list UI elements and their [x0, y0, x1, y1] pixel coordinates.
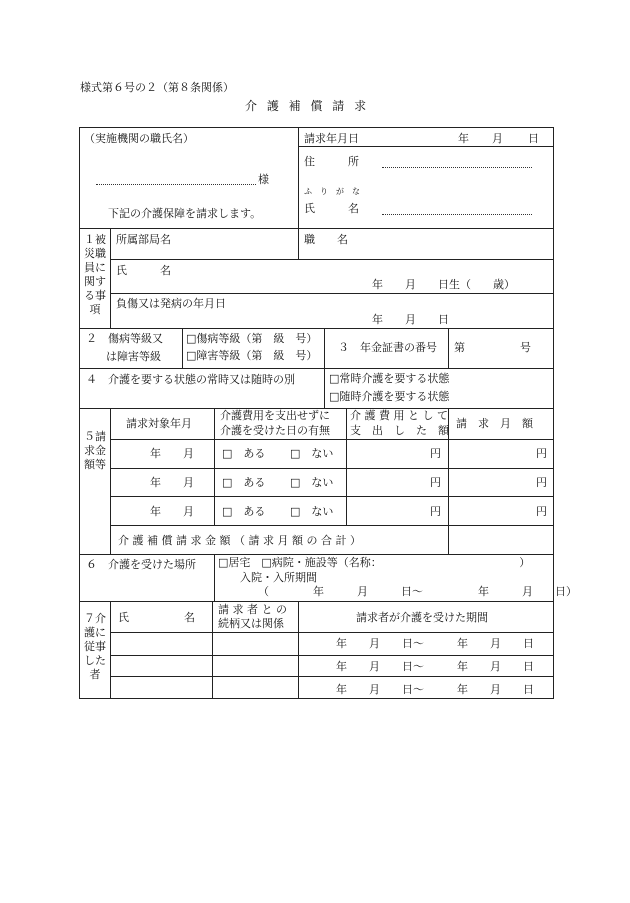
nai-checkbox[interactable]: □ ない: [290, 505, 334, 518]
dept-label: 所属部局名: [116, 233, 171, 246]
sama-label: 様: [258, 173, 269, 186]
sec5-label: ５請求金額等: [84, 430, 106, 471]
recipient-label: （実施機関の職氏名）: [84, 132, 194, 145]
nai-checkbox[interactable]: □ ない: [290, 447, 334, 460]
furigana-label: ふ り が な: [304, 187, 360, 196]
aru-checkbox[interactable]: □ ある: [222, 505, 266, 518]
relation-header-b: 続柄又は関係: [218, 617, 284, 630]
address-label: 住 所: [304, 155, 359, 168]
monthly-amount-yen[interactable]: 円: [536, 447, 547, 460]
form-number: 様式第６号の２（第８条関係）: [80, 81, 234, 94]
admission-period[interactable]: （ 年 月 日～ 年 月 日）: [258, 585, 577, 598]
table-row-ym[interactable]: 年 月: [150, 476, 194, 489]
sec1-label: １被災職員に関する事項: [84, 233, 106, 316]
paid-amount-yen[interactable]: 円: [430, 476, 441, 489]
paid-amount-header-a: 介 護 費 用 と し て: [350, 409, 448, 422]
admission-period-label: 入院・入所期間: [240, 571, 317, 584]
care-period[interactable]: 年 月 日～ 年 月 日: [336, 637, 534, 650]
sec7-label: ７介護に従事した者: [84, 612, 106, 681]
monthly-amount-yen[interactable]: 円: [536, 505, 547, 518]
care-state-label: ４ 介護を要する状態の常時又は随時の別: [86, 373, 295, 386]
address-line[interactable]: [382, 167, 532, 168]
claimant-name-line[interactable]: [382, 214, 532, 215]
pension-cert-label: ３ 年金証書の番号: [338, 341, 437, 354]
total-amount-label: 介 護 補 償 請 求 金 額 （ 請 求 月 額 の 合 計 ）: [118, 534, 361, 547]
nai-checkbox[interactable]: □ ない: [290, 476, 334, 489]
injury-date-label: 負傷又は発病の年月日: [116, 297, 226, 310]
request-date-label: 請求年月日: [304, 132, 359, 145]
victim-name-label: 氏 名: [116, 264, 171, 277]
care-period[interactable]: 年 月 日～ 年 月 日: [336, 683, 534, 696]
grade-label-a: ２ 傷病等級又: [86, 332, 163, 345]
paid-amount-yen[interactable]: 円: [430, 505, 441, 518]
date-day: 日: [528, 132, 539, 145]
grade-label-b: は障害等級: [106, 350, 161, 363]
recipient-line[interactable]: [96, 184, 256, 185]
date-year: 年: [458, 132, 469, 145]
care-days-header-b: 介護を受けた日の有無: [220, 424, 330, 437]
care-days-header-a: 介護費用を支出せずに: [220, 409, 330, 422]
position-label: 職 名: [304, 233, 348, 246]
aru-checkbox[interactable]: □ ある: [222, 476, 266, 489]
injury-date: 年 月 日: [372, 313, 449, 326]
form-title: 介 護 補 償 請 求: [245, 99, 370, 113]
relation-header-a: 請 求 者 と の: [218, 603, 287, 616]
table-row-ym[interactable]: 年 月: [150, 505, 194, 518]
monthly-amount-header: 請 求 月 額: [456, 417, 533, 430]
date-month: 月: [492, 132, 503, 145]
paid-amount-header-b: 支 出 し た 額: [350, 424, 449, 437]
injury-grade-checkbox[interactable]: □傷病等級（第 級 号）: [186, 332, 318, 345]
caregiver-name-header: 氏 名: [118, 611, 195, 624]
care-place-options[interactable]: □居宅 □病院・施設等（名称： ）: [218, 556, 531, 569]
care-period-header: 請求者が介護を受けた期間: [356, 611, 488, 624]
pension-cert-number[interactable]: 第 号: [454, 341, 531, 354]
birth-date: 年 月 日生（ 歳）: [372, 278, 515, 291]
request-text: 下記の介護保障を請求します。: [108, 207, 262, 220]
care-period[interactable]: 年 月 日～ 年 月 日: [336, 660, 534, 673]
occasional-care-checkbox[interactable]: □随時介護を要する状態: [329, 390, 450, 403]
claimant-name-label: 氏 名: [304, 202, 359, 215]
target-month-header: 請求対象年月: [126, 417, 192, 430]
table-row-ym[interactable]: 年 月: [150, 447, 194, 460]
constant-care-checkbox[interactable]: □常時介護を要する状態: [329, 372, 450, 385]
paid-amount-yen[interactable]: 円: [430, 447, 441, 460]
care-place-label: ６ 介護を受けた場所: [86, 558, 196, 571]
aru-checkbox[interactable]: □ ある: [222, 447, 266, 460]
disability-grade-checkbox[interactable]: □障害等級（第 級 号）: [186, 349, 318, 362]
monthly-amount-yen[interactable]: 円: [536, 476, 547, 489]
